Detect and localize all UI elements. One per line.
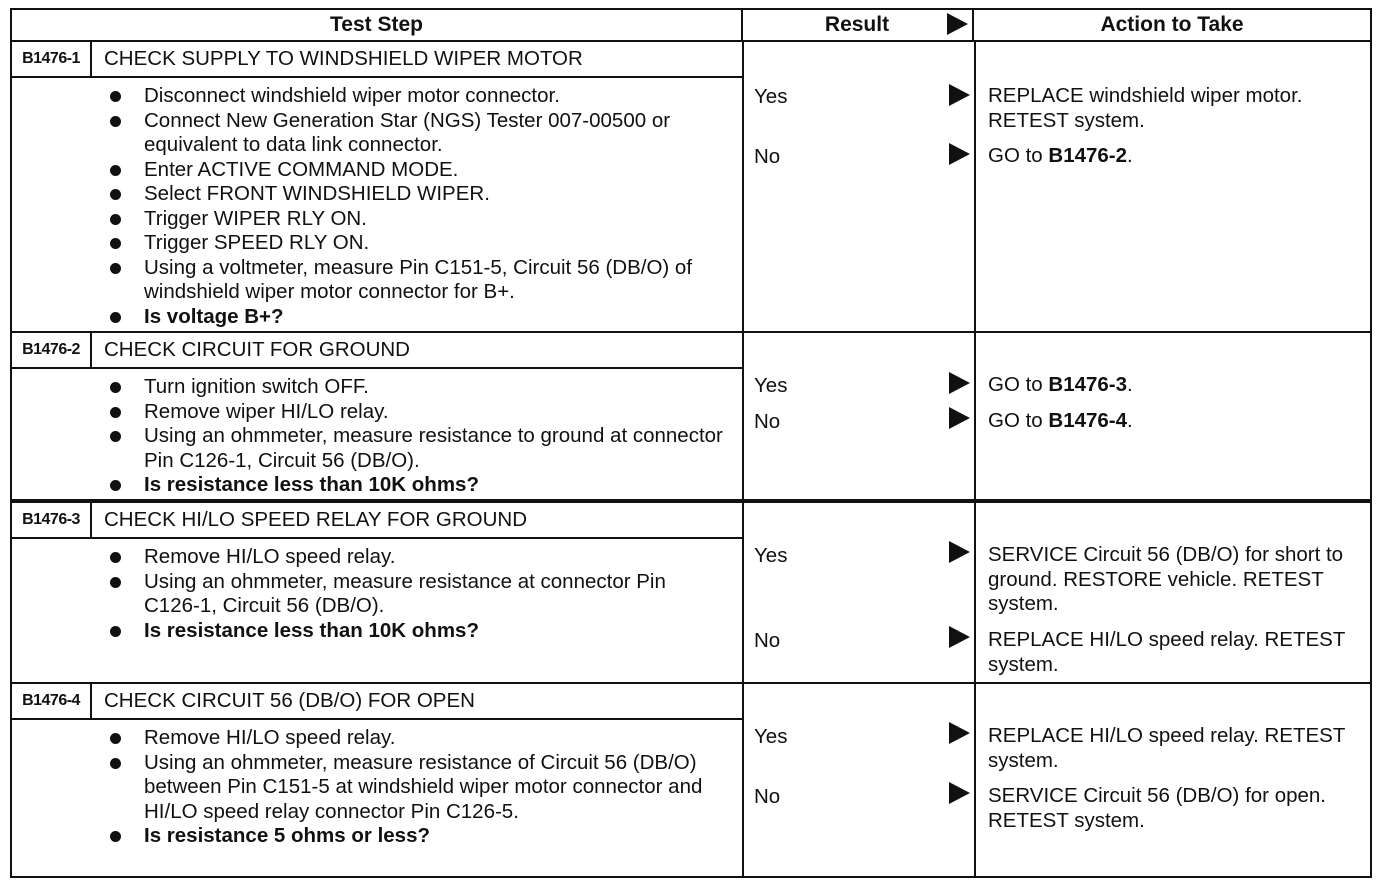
- action-text-tail: .: [1127, 409, 1133, 432]
- action-column: [974, 333, 1370, 499]
- action-column: [974, 503, 1370, 682]
- step-title: CHECK CIRCUIT FOR GROUND: [104, 338, 410, 361]
- action-yes: REPLACE windshield wiper motor. RETEST system.: [988, 84, 1303, 132]
- arrow-right-icon: [949, 407, 970, 429]
- step-header: [12, 333, 742, 369]
- result-column: [742, 333, 976, 499]
- step-header: [12, 503, 742, 539]
- instruction-item: Turn ignition switch OFF.: [108, 375, 724, 400]
- action-no: [988, 144, 1362, 169]
- arrow-right-icon: [949, 541, 970, 563]
- arrow-right-icon: [949, 626, 970, 648]
- step-title: CHECK SUPPLY TO WINDSHIELD WIPER MOTOR: [104, 47, 583, 70]
- instruction-item: Remove HI/LO speed relay.: [108, 545, 724, 570]
- instruction-item: Connect New Generation Star (NGS) Tester 007-00500 or equivalent to data link connector.: [108, 109, 724, 158]
- action-text: GO to: [988, 144, 1049, 167]
- action-text-tail: .: [1127, 144, 1133, 167]
- step-code: B1476-2: [12, 333, 92, 367]
- instruction-item: Remove wiper HI/LO relay.: [108, 400, 724, 425]
- action-text-tail: .: [1127, 373, 1133, 396]
- result-yes: Yes: [754, 85, 788, 108]
- result-yes: Yes: [754, 544, 788, 567]
- header-test-step: [10, 8, 743, 42]
- step-question: Is resistance less than 10K ohms?: [108, 473, 724, 498]
- instruction-item: Remove HI/LO speed relay.: [108, 726, 724, 751]
- arrow-right-icon: [949, 722, 970, 744]
- arrow-right-icon: [949, 84, 970, 106]
- step-reference-link[interactable]: B1476-4: [1048, 409, 1128, 432]
- header-action: [972, 8, 1372, 42]
- step-question: Is resistance less than 10K ohms?: [108, 619, 724, 644]
- test-step-column: [12, 503, 744, 682]
- action-no: REPLACE HI/LO speed relay. RETEST system.: [988, 628, 1345, 676]
- instruction-item: Select FRONT WINDSHIELD WIPER.: [108, 182, 724, 207]
- result-column: [742, 42, 976, 331]
- step-title: CHECK CIRCUIT 56 (DB/O) FOR OPEN: [104, 689, 475, 712]
- test-step-block-1: [10, 40, 1372, 333]
- action-yes: [988, 373, 1362, 398]
- header-result-label: Result: [824, 13, 890, 36]
- action-no: [988, 409, 1362, 434]
- header-test-step-label: Test Step: [330, 13, 423, 36]
- action-yes: REPLACE HI/LO speed relay. RETEST system.: [988, 724, 1345, 772]
- step-instructions: [108, 726, 724, 849]
- result-column: [742, 503, 976, 682]
- action-column: [974, 42, 1370, 331]
- action-text: GO to: [988, 373, 1049, 396]
- step-reference-link[interactable]: B1476-2: [1048, 144, 1128, 167]
- instruction-item: Using a voltmeter, measure Pin C151-5, Circuit 56 (DB/O) of windshield wiper motor connector for B+.: [108, 256, 724, 305]
- instruction-item: Trigger WIPER RLY ON.: [108, 207, 724, 232]
- step-instructions: [108, 545, 724, 643]
- test-step-column: [12, 42, 744, 331]
- step-code: B1476-3: [12, 503, 92, 537]
- arrow-right-icon: [947, 13, 968, 35]
- test-step-block-2: [10, 331, 1372, 501]
- step-instructions: [108, 375, 724, 498]
- instruction-item: Disconnect windshield wiper motor connector.: [108, 84, 724, 109]
- action-no: SERVICE Circuit 56 (DB/O) for open. RETEST system.: [988, 784, 1326, 832]
- step-header: [12, 684, 742, 720]
- step-reference-link[interactable]: B1476-3: [1048, 373, 1128, 396]
- result-yes: Yes: [754, 725, 788, 748]
- arrow-right-icon: [949, 372, 970, 394]
- test-step-column: [12, 333, 744, 499]
- result-no: No: [754, 145, 781, 168]
- instruction-item: Enter ACTIVE COMMAND MODE.: [108, 158, 724, 183]
- instruction-item: Using an ohmmeter, measure resistance at connector Pin C126-1, Circuit 56 (DB/O).: [108, 570, 724, 619]
- instruction-item: Trigger SPEED RLY ON.: [108, 231, 724, 256]
- step-question: Is voltage B+?: [108, 305, 724, 330]
- instruction-item: Using an ohmmeter, measure resistance of Circuit 56 (DB/O) between Pin C151-5 at windshield wiper motor connector and HI/LO speed relay connector Pin C126-5.: [108, 751, 724, 825]
- arrow-right-icon: [949, 143, 970, 165]
- step-question: Is resistance 5 ohms or less?: [108, 824, 724, 849]
- action-yes: SERVICE Circuit 56 (DB/O) for short to ground. RESTORE vehicle. RETEST system.: [988, 543, 1344, 615]
- result-column: [742, 684, 976, 876]
- header-action-label: Action to Take: [1100, 13, 1244, 36]
- result-no: No: [754, 785, 781, 808]
- result-no: No: [754, 410, 781, 433]
- instruction-item: Using an ohmmeter, measure resistance to ground at connector Pin C126-1, Circuit 56 (DB/O).: [108, 424, 724, 473]
- result-yes: Yes: [754, 374, 788, 397]
- action-text: GO to: [988, 409, 1049, 432]
- header-result: [741, 8, 974, 42]
- step-title: CHECK HI/LO SPEED RELAY FOR GROUND: [104, 508, 527, 531]
- step-instructions: [108, 84, 724, 329]
- step-code: B1476-1: [12, 42, 92, 76]
- test-step-block-4: [10, 682, 1372, 878]
- test-step-column: [12, 684, 744, 876]
- step-code: B1476-4: [12, 684, 92, 718]
- step-header: [12, 42, 742, 78]
- test-step-block-3: [10, 501, 1372, 684]
- arrow-right-icon: [949, 782, 970, 804]
- action-column: [974, 684, 1370, 876]
- result-no: No: [754, 629, 781, 652]
